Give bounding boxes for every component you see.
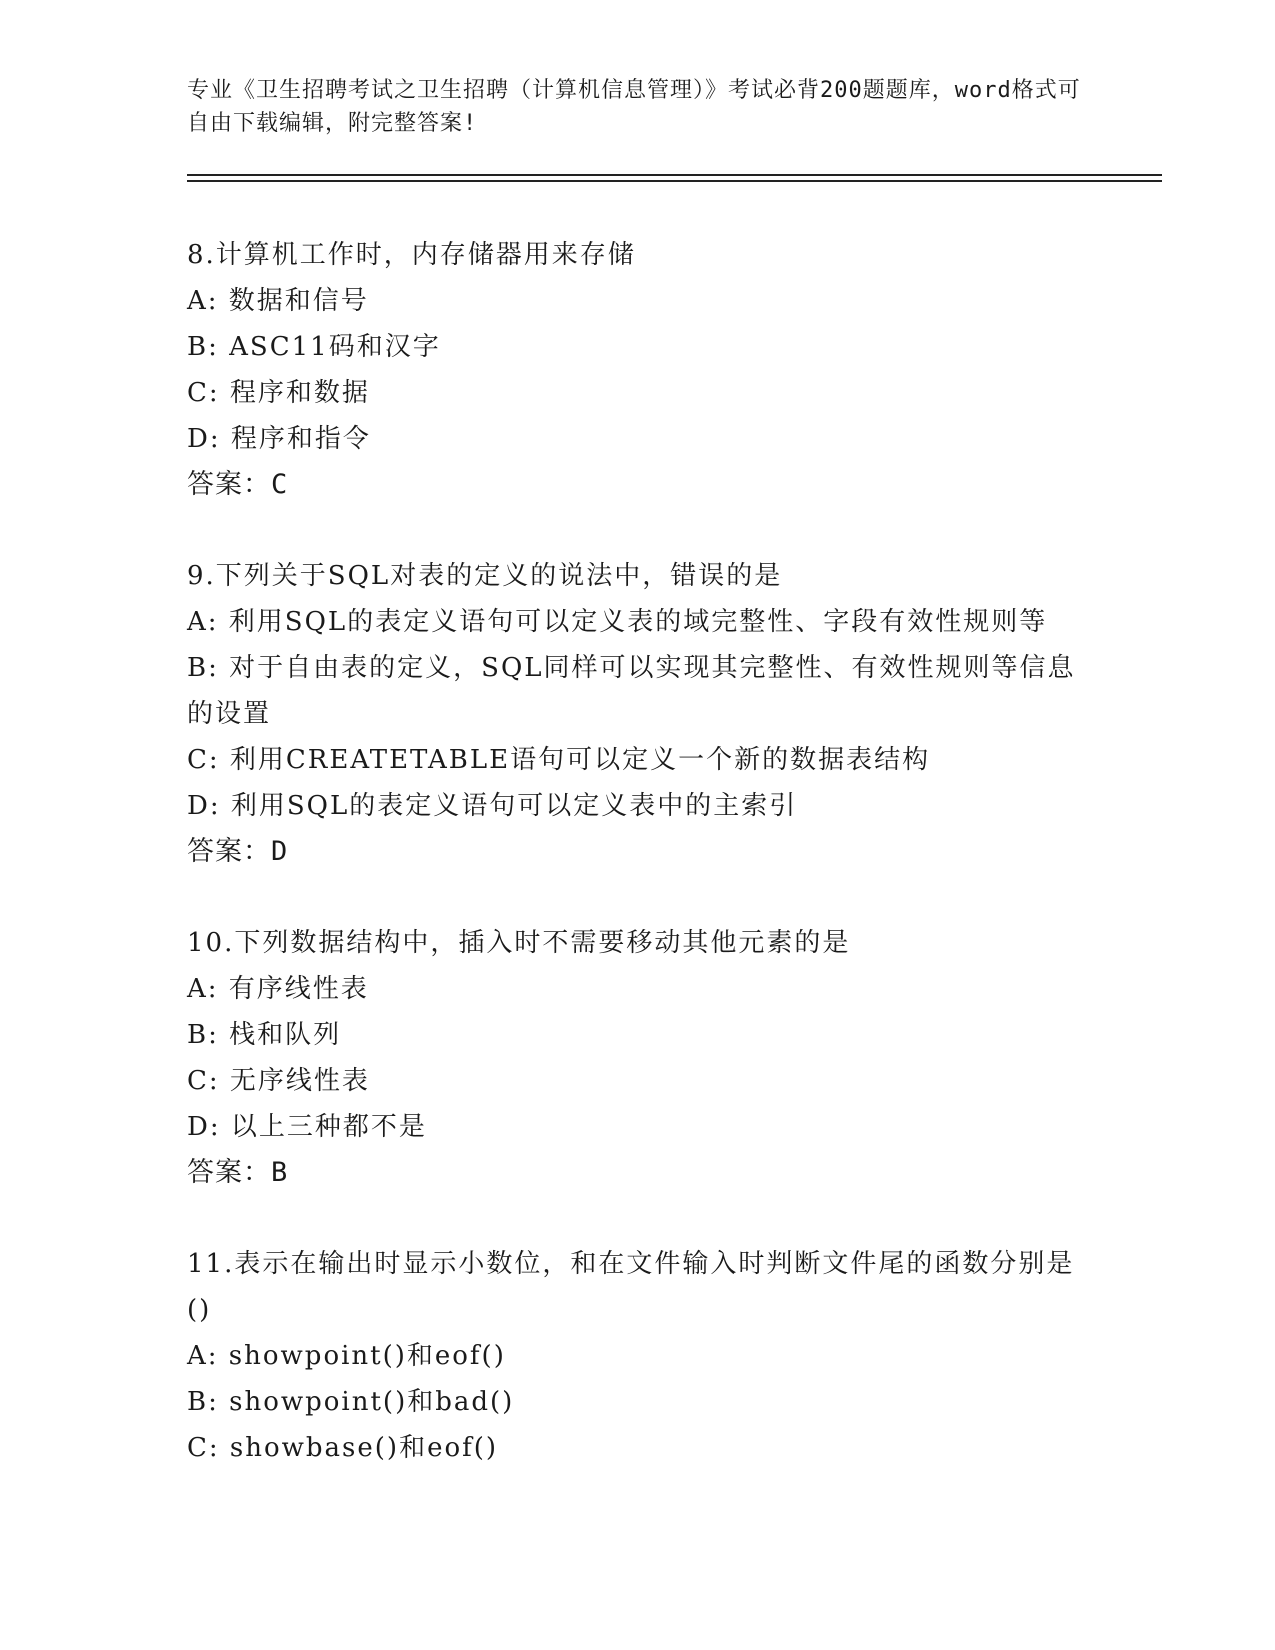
option-b: B: showpoint()和bad() [187,1387,515,1417]
question-9 [187,553,1162,875]
option-a: A: showpoint()和eof() [187,1341,506,1371]
option-b: B: 栈和队列 [187,1020,342,1050]
header-divider [187,174,1162,182]
option-c: C: 利用CREATETABLE语句可以定义一个新的数据表结构 [187,745,931,775]
option-c: C: 无序线性表 [187,1066,370,1096]
option-a: A: 数据和信号 [187,286,369,316]
answer: 答案：B [187,1157,289,1188]
option-a: A: 利用SQL的表定义语句可以定义表的域完整性、字段有效性规则等 [187,607,1048,637]
question-11 [187,1241,1162,1471]
question-stem: 9.下列关于SQL对表的定义的说法中，错误的是 [187,561,783,591]
question-10 [187,920,1162,1196]
answer: 答案：D [187,836,289,867]
question-stem: 11.表示在输出时显示小数位，和在文件输入时判断文件尾的函数分别是() [187,1249,1075,1325]
option-c: C: 程序和数据 [187,378,370,408]
answer: 答案：C [187,469,289,500]
option-b: B: ASC11码和汉字 [187,332,441,362]
option-d: D: 利用SQL的表定义语句可以定义表中的主索引 [187,791,798,821]
question-stem: 10.下列数据结构中，插入时不需要移动其他元素的是 [187,928,851,958]
option-a: A: 有序线性表 [187,974,369,1004]
document-header: 专业《卫生招聘考试之卫生招聘（计算机信息管理）》考试必背200题题库，word格式可自由下载编辑，附完整答案! [187,78,1081,136]
option-b: B: 对于自由表的定义，SQL同样可以实现其完整性、有效性规则等信息的设置 [187,653,1076,729]
document-page [187,74,1162,1516]
option-d: D: 程序和指令 [187,424,371,454]
question-stem: 8.计算机工作时，内存储器用来存储 [187,240,636,270]
question-list [187,232,1162,1471]
question-8 [187,232,1162,508]
option-d: D: 以上三种都不是 [187,1112,427,1142]
option-c: C: showbase()和eof() [187,1433,499,1463]
